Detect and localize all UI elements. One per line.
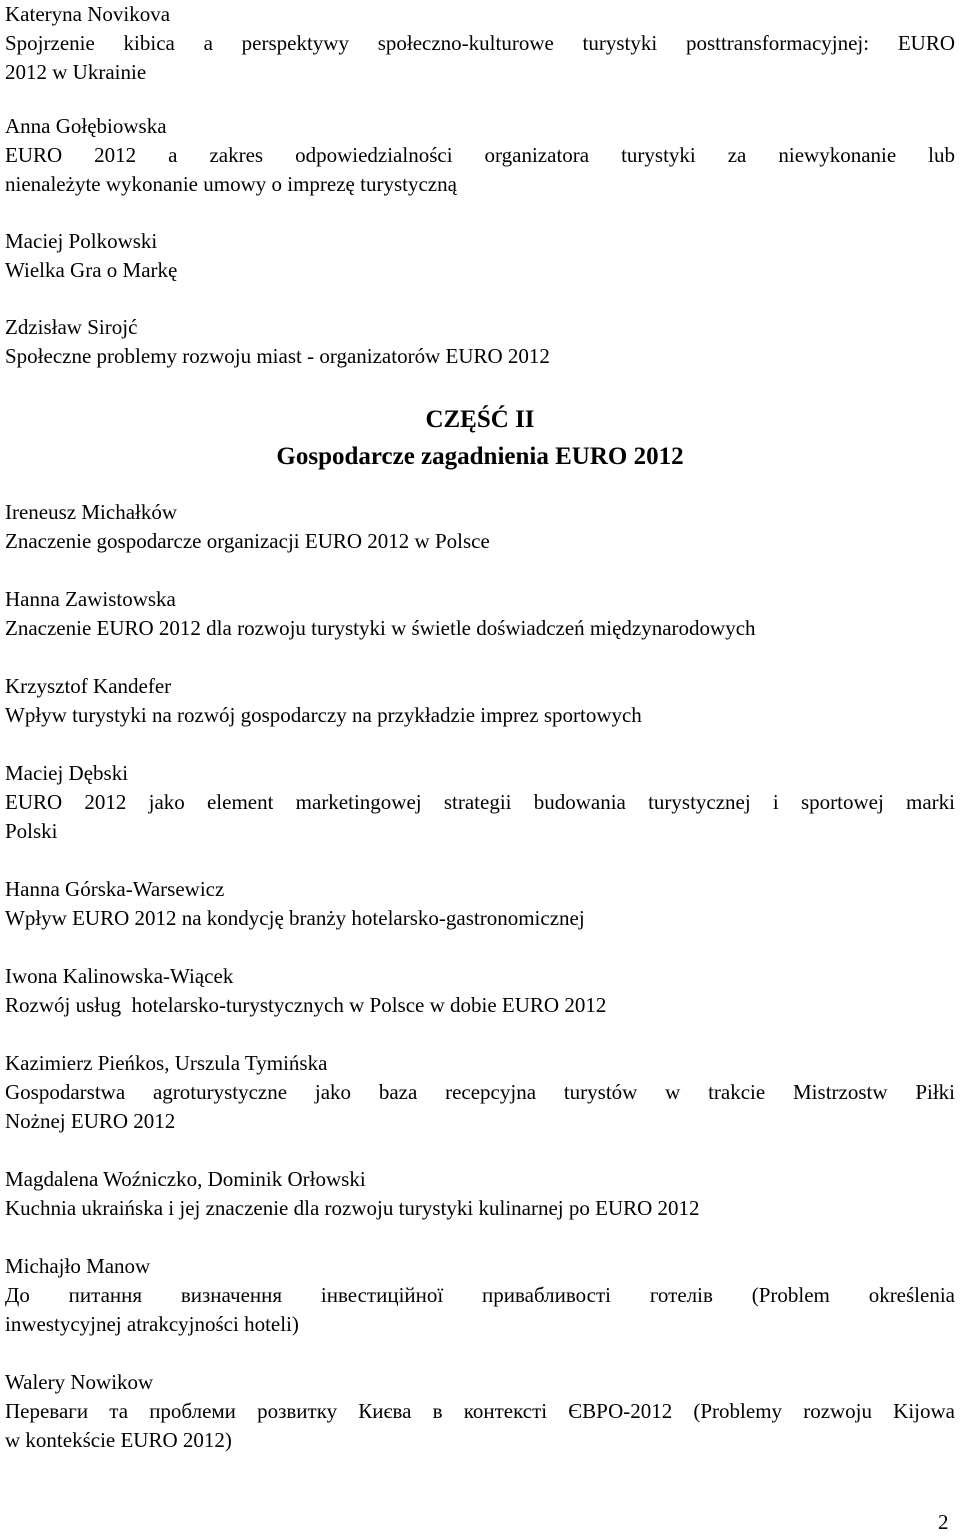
entry-title-line: Wielka Gra o Markę xyxy=(5,258,178,282)
entry-title-line: До питання визначення інвестиційної привабливості готелів (Problem określenia xyxy=(5,1283,955,1307)
entry-title-line: nienależyte wykonanie umowy o imprezę turystyczną xyxy=(5,172,457,196)
section-part-label: CZĘŚĆ II xyxy=(425,406,535,433)
toc-entry xyxy=(5,585,955,643)
entry-author: Maciej Polkowski xyxy=(5,229,158,253)
toc-entry xyxy=(5,759,955,846)
toc-entry xyxy=(5,1368,955,1455)
toc-entry xyxy=(5,875,955,933)
entry-author: Kazimierz Pieńkos, Urszula Tymińska xyxy=(5,1051,328,1075)
toc-entry xyxy=(5,112,955,199)
entry-title-line: EURO 2012 a zakres odpowiedzialności organizatora turystyki za niewykonanie lub xyxy=(5,143,955,167)
entry-title-line: Polski xyxy=(5,819,58,843)
entry-title-line: EURO 2012 jako element marketingowej strategii budowania turystycznej i sportowej marki xyxy=(5,790,955,814)
entry-author: Krzysztof Kandefer xyxy=(5,674,172,698)
entry-author: Maciej Dębski xyxy=(5,761,129,785)
entry-author: Ireneusz Michałków xyxy=(5,500,178,524)
section-title: Gospodarcze zagadnienia EURO 2012 xyxy=(276,443,684,470)
entry-title-line: Wpływ EURO 2012 na kondycję branży hotelarsko-gastronomicznej xyxy=(5,906,585,930)
entry-author: Michajło Manow xyxy=(5,1254,151,1278)
toc-entry xyxy=(5,313,955,371)
page-number: 2 xyxy=(938,1510,949,1534)
toc-entry xyxy=(5,1165,955,1223)
entry-title-line: Znaczenie gospodarcze organizacji EURO 2012 w Polsce xyxy=(5,529,490,553)
entry-author: Kateryna Novikova xyxy=(5,2,171,26)
entry-title-line: Spojrzenie kibica a perspektywy społeczno-kulturowe turystyki posttransformacyjnej: EURO xyxy=(5,31,955,55)
entry-title-line: Znaczenie EURO 2012 dla rozwoju turystyki w świetle doświadczeń międzynarodowych xyxy=(5,616,756,640)
entry-title-line: inwestycyjnej atrakcyjności hoteli) xyxy=(5,1312,299,1336)
toc-entry xyxy=(5,227,955,285)
entry-author: Hanna Zawistowska xyxy=(5,587,176,611)
toc-entry xyxy=(5,962,955,1020)
entry-title-line: Rozwój usług hotelarsko-turystycznych w Polsce w dobie EURO 2012 xyxy=(5,993,607,1017)
entry-title-line: Społeczne problemy rozwoju miast - organizatorów EURO 2012 xyxy=(5,344,550,368)
entry-author: Anna Gołębiowska xyxy=(5,114,167,138)
toc-entry xyxy=(5,1049,955,1136)
toc-entry xyxy=(5,1252,955,1339)
toc-entry xyxy=(5,0,955,87)
entry-title-line: 2012 w Ukrainie xyxy=(5,60,147,84)
entry-title-line: Wpływ turystyki na rozwój gospodarczy na przykładzie imprez sportowych xyxy=(5,703,642,727)
entry-title-line: Nożnej EURO 2012 xyxy=(5,1109,176,1133)
entry-author: Magdalena Woźniczko, Dominik Orłowski xyxy=(5,1167,366,1191)
entry-title-line: Переваги та проблеми розвитку Києва в контексті ЄВРО-2012 (Problemy rozwoju Kijowa xyxy=(5,1399,955,1423)
toc-entry xyxy=(5,498,955,556)
entry-author: Zdzisław Sirojć xyxy=(5,315,138,339)
entry-title-line: Kuchnia ukraińska i jej znaczenie dla rozwoju turystyki kulinarnej po EURO 2012 xyxy=(5,1196,700,1220)
entry-author: Walery Nowikow xyxy=(5,1370,154,1394)
entry-title-line: w kontekście EURO 2012) xyxy=(5,1428,232,1452)
toc-entry xyxy=(5,672,955,730)
entry-title-line: Gospodarstwa agroturystyczne jako baza recepcyjna turystów w trakcie Mistrzostw Piłki xyxy=(5,1080,955,1104)
entry-author: Iwona Kalinowska-Wiącek xyxy=(5,964,234,988)
entry-author: Hanna Górska-Warsewicz xyxy=(5,877,225,901)
section-heading xyxy=(0,401,960,475)
